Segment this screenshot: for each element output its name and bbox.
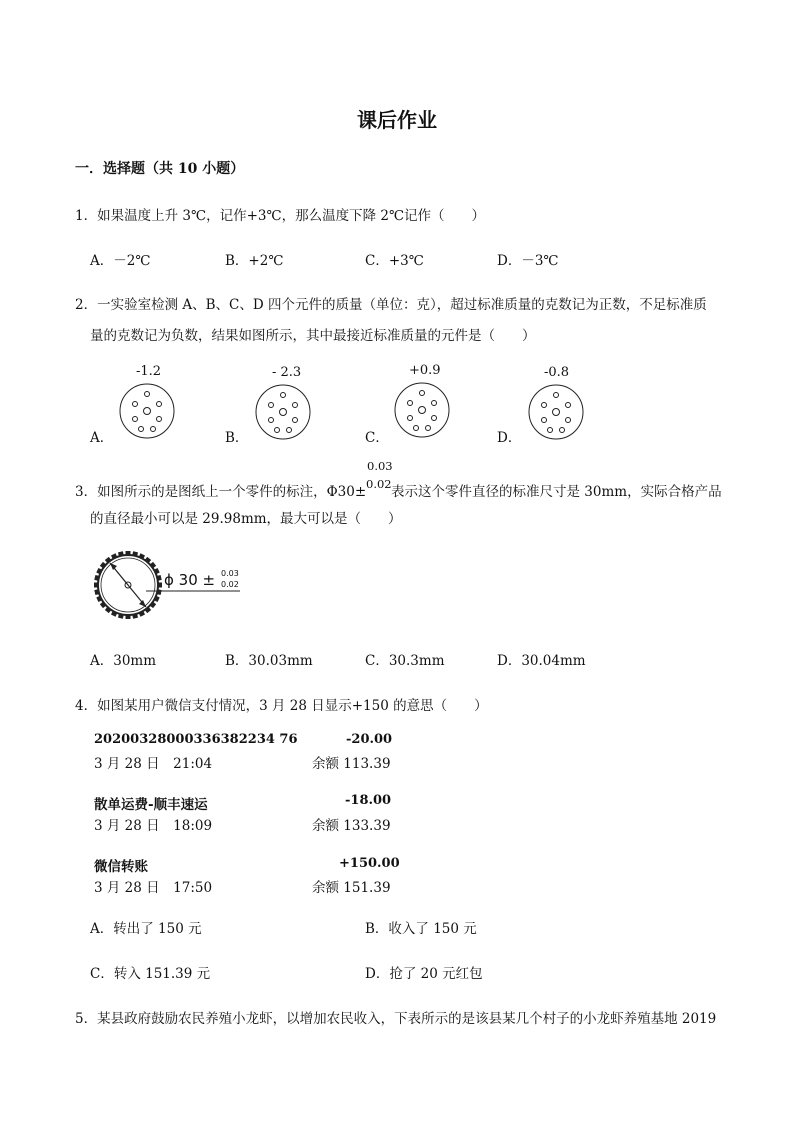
gear-tolerance-top: 0.03 [221, 569, 239, 578]
q1-option-b: B．+2℃ [225, 253, 284, 269]
q1-option-a: A．－2℃ [90, 253, 151, 269]
component-b-value: - 2.3 [272, 365, 302, 380]
question-3-line-2: 的直径最小可以是 29.98mm，最大可以是（ ） [90, 511, 402, 527]
payment-2-balance: 余额 133.39 [312, 818, 391, 834]
component-a-icon [118, 382, 178, 442]
component-b-letter: B． [225, 430, 249, 446]
q4-option-a: A．转出了 150 元 [90, 921, 202, 937]
payment-2-date: 3 月 28 日 18:09 [94, 818, 213, 834]
component-d-icon [527, 383, 587, 443]
question-5-text: 5．某县政府鼓励农民养殖小龙虾，以增加农民收入，下表所示的是该县某几个村子的小龙虾养殖基地 2019 [75, 1011, 717, 1027]
payment-1-name: 20200328000336382234 76 [94, 732, 298, 747]
q3-option-d: D．30.04mm [497, 653, 586, 669]
q3-option-c: C．30.3mm [365, 653, 445, 669]
q4-option-c: C．转入 151.39 元 [90, 966, 211, 982]
component-c-letter: C． [365, 430, 389, 446]
q1-option-c: C．+3℃ [365, 253, 424, 269]
gear-tolerance-bottom: 0.02 [221, 580, 239, 589]
question-2-line-1: 2．一实验室检测 A、B、C、D 四个元件的质量（单位：克），超过标准质量的克数记为正数，不足标准质 [75, 297, 707, 313]
q3-option-a: A．30mm [90, 653, 157, 669]
question-1-text: 1．如果温度上升 3℃，记作+3℃，那么温度下降 2℃记作（ ） [75, 208, 486, 224]
component-a-value: -1.2 [136, 364, 162, 379]
gear-dimension-label: ϕ 30 ± [164, 571, 216, 589]
section-heading: 一．选择题（共 10 小题） [75, 161, 245, 177]
q3-option-b: B．30.03mm [225, 653, 313, 669]
question-3-line-1-suffix: 表示这个零件直径的标准尺寸是 30mm，实际合格产品 [391, 484, 722, 500]
question-3-line-1-prefix: 3．如图所示的是图纸上一个零件的标注，Φ30± [75, 484, 367, 500]
payment-1-amount: -20.00 [346, 732, 393, 747]
component-a-letter: A． [90, 430, 114, 446]
question-2-line-2: 量的克数记为负数，结果如图所示，其中最接近标准质量的元件是（ ） [90, 328, 536, 344]
q4-option-b: B．收入了 150 元 [365, 921, 477, 937]
component-d-letter: D． [497, 430, 522, 446]
page-title: 课后作业 [357, 108, 437, 132]
payment-3-date: 3 月 28 日 17:50 [94, 880, 213, 896]
payment-1-balance: 余额 113.39 [312, 756, 391, 772]
payment-1-date: 3 月 28 日 21:04 [94, 756, 213, 772]
component-b-icon [254, 383, 314, 443]
question-4-text: 4．如图某用户微信支付情况，3 月 28 日显示+150 的意思（ ） [75, 698, 488, 714]
payment-3-name: 微信转账 [94, 859, 148, 875]
q3-tolerance-bottom: 0.02 [366, 477, 392, 491]
payment-3-amount: +150.00 [339, 856, 400, 871]
payment-2-amount: -18.00 [345, 793, 392, 808]
payment-2-name: 散单运费-顺丰速运 [94, 797, 208, 813]
q1-option-d: D．－3℃ [497, 253, 559, 269]
component-c-icon [393, 381, 453, 441]
component-c-value: +0.9 [409, 363, 441, 378]
component-d-value: -0.8 [544, 365, 570, 380]
q4-option-d: D．抢了 20 元红包 [365, 966, 483, 982]
q3-tolerance-top: 0.03 [367, 459, 393, 473]
payment-3-balance: 余额 151.39 [312, 880, 391, 896]
